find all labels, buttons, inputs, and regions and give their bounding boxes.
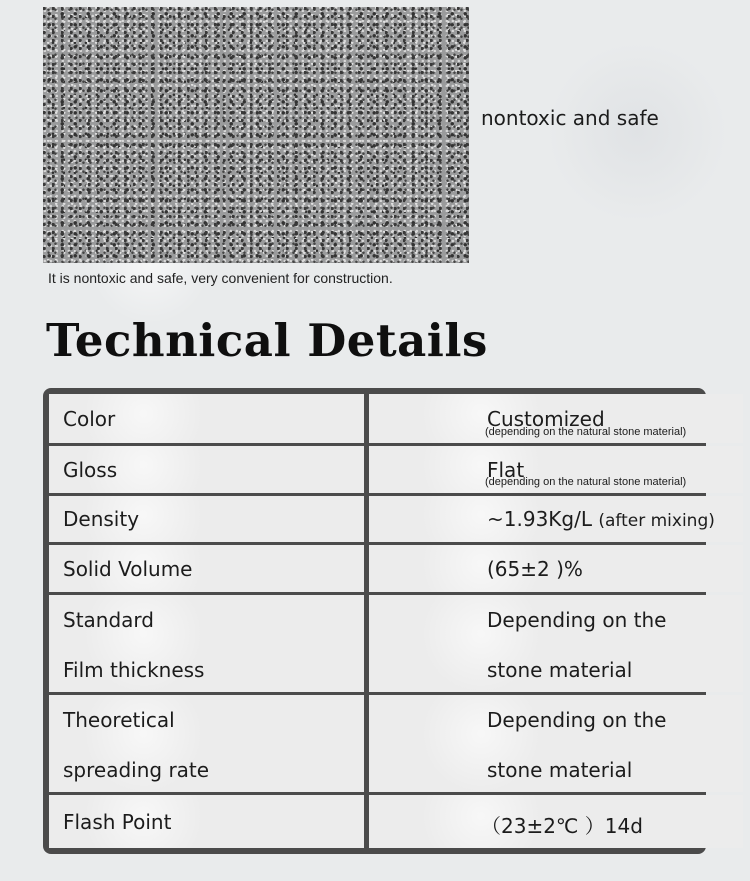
row-value-spreading-line2: stone material — [487, 758, 633, 782]
table-row — [43, 446, 706, 493]
table-cell-label — [49, 695, 364, 792]
row-value-density — [487, 507, 715, 531]
row-label-color: Color — [63, 407, 116, 431]
stone-texture-image — [43, 7, 469, 263]
table-cell-value — [369, 595, 743, 692]
table-cell-label — [49, 795, 364, 848]
density-value: ~1.93Kg/L — [487, 507, 592, 531]
row-value-spreading-line1: Depending on the — [487, 708, 667, 732]
row-value-film-line2: stone material — [487, 658, 633, 682]
row-label-density: Density — [63, 507, 140, 531]
texture-side-label: nontoxic and safe — [481, 106, 659, 130]
row-label-film-thickness: Film thickness — [63, 658, 205, 682]
row-label-theoretical: Theoretical — [63, 708, 175, 732]
table-row — [43, 545, 706, 592]
row-label-standard: Standard — [63, 608, 154, 632]
row-value-flash-point: （23±2℃ ）14d — [481, 814, 643, 838]
row-note-color: (depending on the natural stone material) — [485, 426, 687, 438]
row-label-gloss: Gloss — [63, 458, 118, 482]
table-cell-label — [49, 394, 364, 443]
table-cell-value — [369, 795, 743, 848]
row-value-gloss: Flat — [487, 458, 525, 482]
table-cell-value — [369, 446, 743, 493]
table-row — [43, 795, 706, 848]
table-cell-label — [49, 595, 364, 692]
row-label-solid-volume: Solid Volume — [63, 557, 193, 581]
row-label-spreading-rate: spreading rate — [63, 758, 210, 782]
table-row — [43, 394, 706, 443]
table-row — [43, 595, 706, 692]
table-cell-value — [369, 545, 743, 592]
table-cell-value — [369, 695, 743, 792]
density-suffix: (after mixing) — [598, 511, 715, 531]
table-cell-value — [369, 496, 743, 542]
texture-caption: It is nontoxic and safe, very convenient for construction. — [48, 270, 393, 286]
row-value-color: Customized — [487, 407, 605, 431]
row-label-flash-point: Flash Point — [63, 810, 172, 834]
row-value-film-line1: Depending on the — [487, 608, 667, 632]
technical-details-table — [43, 388, 715, 854]
table-row — [43, 496, 715, 542]
row-note-gloss: (depending on the natural stone material) — [485, 476, 687, 488]
table-cell-label — [49, 545, 364, 592]
table-cell-value — [369, 394, 743, 443]
page-title: Technical Details — [46, 314, 488, 367]
table-cell-label — [49, 446, 364, 493]
table-cell-label — [49, 496, 364, 542]
table-row — [43, 695, 706, 792]
row-value-solid-volume: (65±2 )% — [487, 557, 583, 581]
